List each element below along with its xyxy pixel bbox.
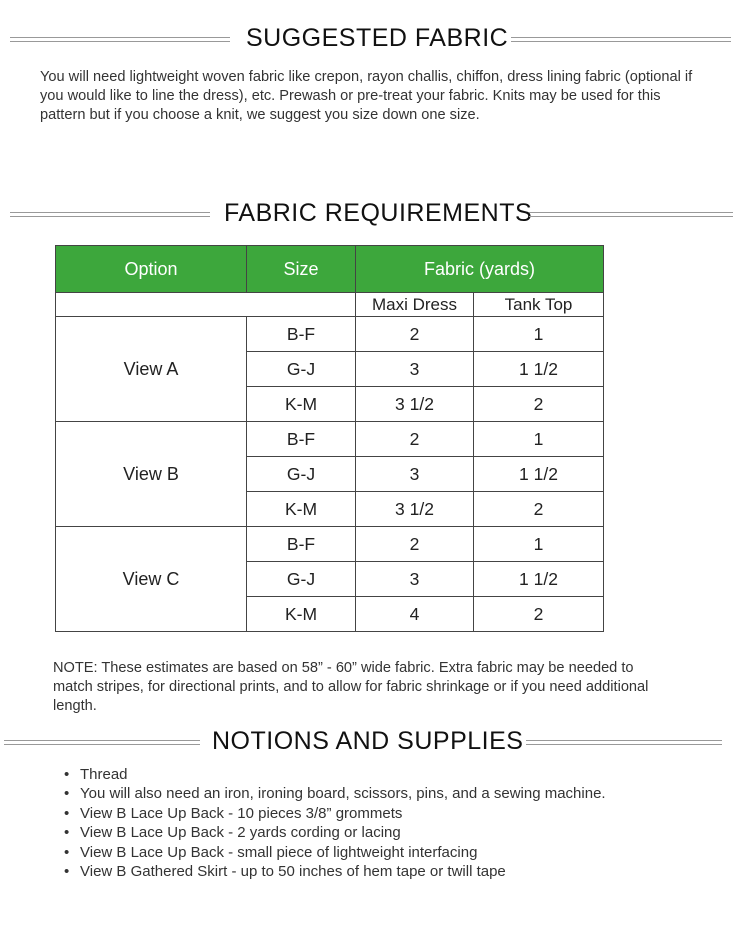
fabric-note: NOTE: These estimates are based on 58” - 60” wide fabric. Extra fabric may be needed to match stripes, for directional prints, and to allow for fabric shrinkage or if you need additional length.	[53, 660, 649, 714]
list-item	[64, 843, 606, 862]
bullet-icon: •	[64, 785, 70, 803]
subheader-empty	[56, 293, 356, 317]
suggested-fabric-heading	[0, 24, 755, 58]
tank-cell: 1 1/2	[474, 457, 604, 492]
heading-rule-right	[529, 212, 733, 217]
suggested-fabric-text: You will need lightweight woven fabric like crepon, rayon challis, chiffon, dress lining fabric (optional if you would like to line the dress), etc. Prewash or pre-treat your fabric. Knits may be used for this pattern but if you choose a knit, we suggest you size down one size.	[40, 69, 693, 123]
list-item-text: Thread	[80, 766, 128, 783]
maxi-cell: 2	[356, 527, 474, 562]
table-row	[56, 527, 604, 562]
fabric-requirements-table	[55, 245, 604, 632]
size-cell: K-M	[247, 387, 356, 422]
size-cell: G-J	[247, 457, 356, 492]
maxi-cell: 3	[356, 352, 474, 387]
maxi-cell: 2	[356, 422, 474, 457]
tank-cell: 2	[474, 597, 604, 632]
header-option: Option	[56, 246, 247, 293]
size-cell: K-M	[247, 492, 356, 527]
list-item	[64, 823, 606, 842]
table-subheader-row	[56, 293, 604, 317]
size-cell: B-F	[247, 527, 356, 562]
size-cell: G-J	[247, 352, 356, 387]
tank-cell: 2	[474, 492, 604, 527]
fabric-requirements-title: FABRIC REQUIREMENTS	[224, 199, 533, 227]
subheader-tank-top: Tank Top	[474, 293, 604, 317]
list-item	[64, 862, 606, 881]
subheader-maxi-dress: Maxi Dress	[356, 293, 474, 317]
size-cell: G-J	[247, 562, 356, 597]
bullet-icon: •	[64, 824, 70, 842]
maxi-cell: 3	[356, 562, 474, 597]
size-cell: B-F	[247, 422, 356, 457]
notions-list	[64, 765, 606, 881]
list-item-text: You will also need an iron, ironing board, scissors, pins, and a sewing machine.	[80, 785, 606, 803]
list-item	[64, 765, 606, 784]
heading-rule-right	[511, 37, 731, 42]
list-item	[64, 804, 606, 823]
size-cell: K-M	[247, 597, 356, 632]
size-cell: B-F	[247, 317, 356, 352]
heading-rule-right	[526, 740, 722, 745]
notions-heading	[0, 727, 755, 761]
tank-cell: 1 1/2	[474, 562, 604, 597]
heading-rule-left	[10, 212, 210, 217]
bullet-icon: •	[64, 863, 70, 881]
list-item	[64, 784, 606, 803]
tank-cell: 2	[474, 387, 604, 422]
maxi-cell: 3 1/2	[356, 492, 474, 527]
bullet-icon: •	[64, 804, 70, 822]
tank-cell: 1 1/2	[474, 352, 604, 387]
fabric-requirements-heading	[0, 199, 755, 233]
option-cell: View C	[56, 527, 247, 632]
maxi-cell: 2	[356, 317, 474, 352]
list-item-text: View B Lace Up Back - 2 yards cording or lacing	[80, 824, 401, 842]
table-header-row	[56, 246, 604, 293]
tank-cell: 1	[474, 317, 604, 352]
maxi-cell: 3 1/2	[356, 387, 474, 422]
list-item-text: View B Lace Up Back - small piece of lightweight interfacing	[80, 843, 478, 861]
header-size: Size	[247, 246, 356, 293]
list-item-text: View B Gathered Skirt - up to 50 inches of hem tape or twill tape	[80, 863, 506, 881]
bullet-icon: •	[64, 766, 70, 783]
heading-rule-left	[4, 740, 200, 745]
tank-cell: 1	[474, 527, 604, 562]
maxi-cell: 4	[356, 597, 474, 632]
header-fabric: Fabric (yards)	[356, 246, 604, 293]
table-row	[56, 317, 604, 352]
option-cell: View B	[56, 422, 247, 527]
notions-title: NOTIONS AND SUPPLIES	[212, 727, 524, 755]
suggested-fabric-title: SUGGESTED FABRIC	[246, 24, 509, 52]
maxi-cell: 3	[356, 457, 474, 492]
heading-rule-left	[10, 37, 230, 42]
bullet-icon: •	[64, 843, 70, 861]
tank-cell: 1	[474, 422, 604, 457]
list-item-text: View B Lace Up Back - 10 pieces 3/8” grommets	[80, 804, 403, 822]
table-row	[56, 422, 604, 457]
option-cell: View A	[56, 317, 247, 422]
